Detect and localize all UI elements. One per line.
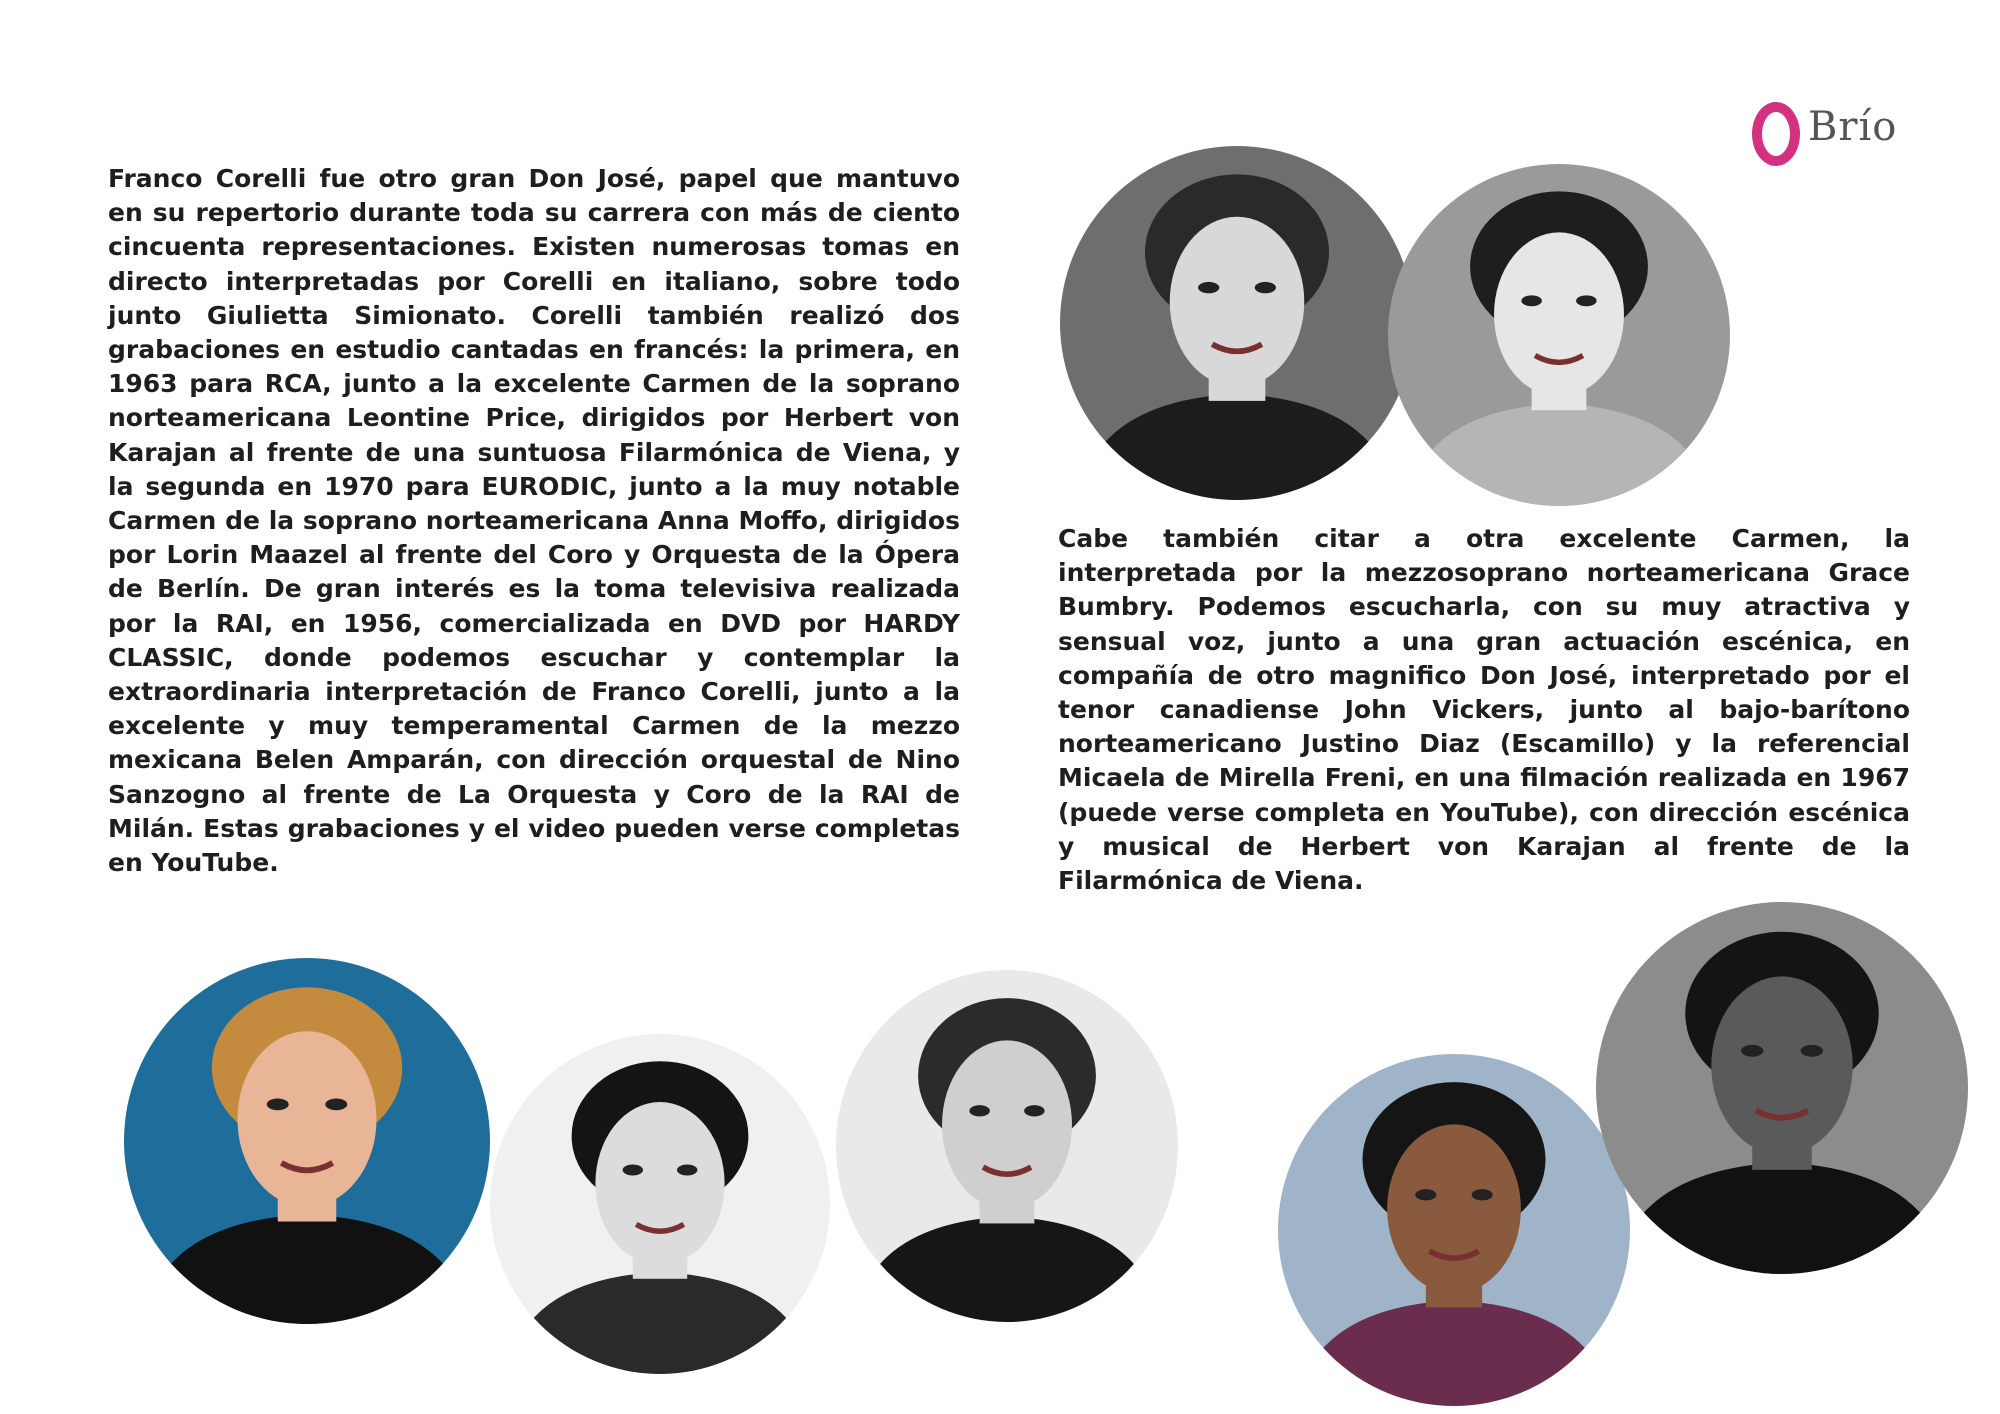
photo-eye-right xyxy=(1801,1045,1823,1057)
photo-portrait-blonde-woman xyxy=(124,958,490,1324)
photo-face xyxy=(1387,1124,1521,1293)
photo-eye-left xyxy=(1198,282,1219,293)
paragraph-bumbry: Cabe también citar a otra excelente Carmen, la interpretada por la mezzosoprano norteamericana Grace Bumbry. Podemos escucharla, con su muy atractiva y sensual voz, junto a una gran actuación escénica, en compañía de otro magnifico Don José, interpretado por el tenor canadiense John Vickers, junto al bajo-barítono norteamericano Justino Diaz (Escamillo) y la referencial Micaela de Mirella Freni, en una filmación realizada en 1967 (puede verse completa en YouTube), con dirección escénica y musical de Herbert von Karajan al frente de la Filarmónica de Viena. xyxy=(1058,524,1910,896)
photo-face xyxy=(595,1102,724,1265)
photo-face xyxy=(1494,232,1624,396)
paragraph-corelli: Franco Corelli fue otro gran Don José, papel que mantuvo en su repertorio durante toda su carrera con más de ciento cincuenta representaciones. Existen numerosas tomas en directo interpretadas por Corelli en italiano, sobre todo junto Giulietta Simionato. Corelli también realizó dos grabaciones en estudio cantadas en francés: la primera, en 1963 para RCA, junto a la excelente Carmen de la soprano norteamericana Leontine Price, dirigidos por Herbert von Karajan al frente de una suntuosa Filarmónica de Viena, y la segunda en 1970 para EURODIC, junto a la muy notable Carmen de la soprano norteamericana Anna Moffo, dirigidos por Lorin Maazel al frente del Coro y Orquesta de la Ópera de Berlín. De gran interés es la toma televisiva realizada por la RAI, en 1956, comercializada en DVD por HARDY CLASSIC, donde podemos escuchar y contemplar la extraordinaria interpretación de Franco Corelli, junto a la excelente y muy temperamental Carmen de la mezzo mexicana Belen Amparán, con dirección orquestal de Nino Sanzogno al frente de La Orquesta y Coro de la RAI de Milán. Estas grabaciones y el video pueden verse completas en YouTube. xyxy=(108,164,960,878)
portrait-man-bowtie-bw-image xyxy=(836,970,1178,1322)
photo-eye-left xyxy=(1741,1045,1763,1057)
photo-eye-right xyxy=(677,1165,697,1176)
photo-eye-right xyxy=(1024,1105,1045,1116)
photo-eye-left xyxy=(623,1165,643,1176)
photo-portrait-smiling-man xyxy=(1060,146,1414,500)
photo-face xyxy=(237,1031,376,1207)
portrait-woman-color-image xyxy=(1278,1054,1630,1406)
photo-eye-right xyxy=(1576,295,1597,306)
photo-face xyxy=(942,1040,1072,1209)
portrait-dark-hair-woman-bw-image xyxy=(490,1034,830,1374)
photo-eye-right xyxy=(325,1099,347,1111)
photo-eye-left xyxy=(1521,295,1542,306)
portrait-blonde-woman-color-image xyxy=(124,958,490,1324)
brio-logo xyxy=(1752,98,1902,178)
photo-eye-left xyxy=(969,1105,990,1116)
photo-eye-left xyxy=(1415,1189,1436,1200)
photo-portrait-dark-hair-woman xyxy=(490,1034,830,1374)
portrait-woman-bw-image xyxy=(1388,164,1730,506)
photo-portrait-woman-color xyxy=(1278,1054,1630,1406)
photo-portrait-woman-turban xyxy=(1596,902,1968,1274)
logo-text: Brío xyxy=(1808,104,1898,150)
portrait-woman-turban-bw-image xyxy=(1596,902,1968,1274)
photo-face xyxy=(1170,217,1305,387)
photo-portrait-woman xyxy=(1388,164,1730,506)
photo-eye-right xyxy=(1472,1189,1493,1200)
photo-face xyxy=(1711,976,1852,1155)
logo-o-mark xyxy=(1752,102,1800,166)
portrait-smiling-man-bw-image xyxy=(1060,146,1414,500)
photo-portrait-man-bowtie xyxy=(836,970,1178,1322)
photo-eye-right xyxy=(1255,282,1276,293)
photo-eye-left xyxy=(267,1099,289,1111)
